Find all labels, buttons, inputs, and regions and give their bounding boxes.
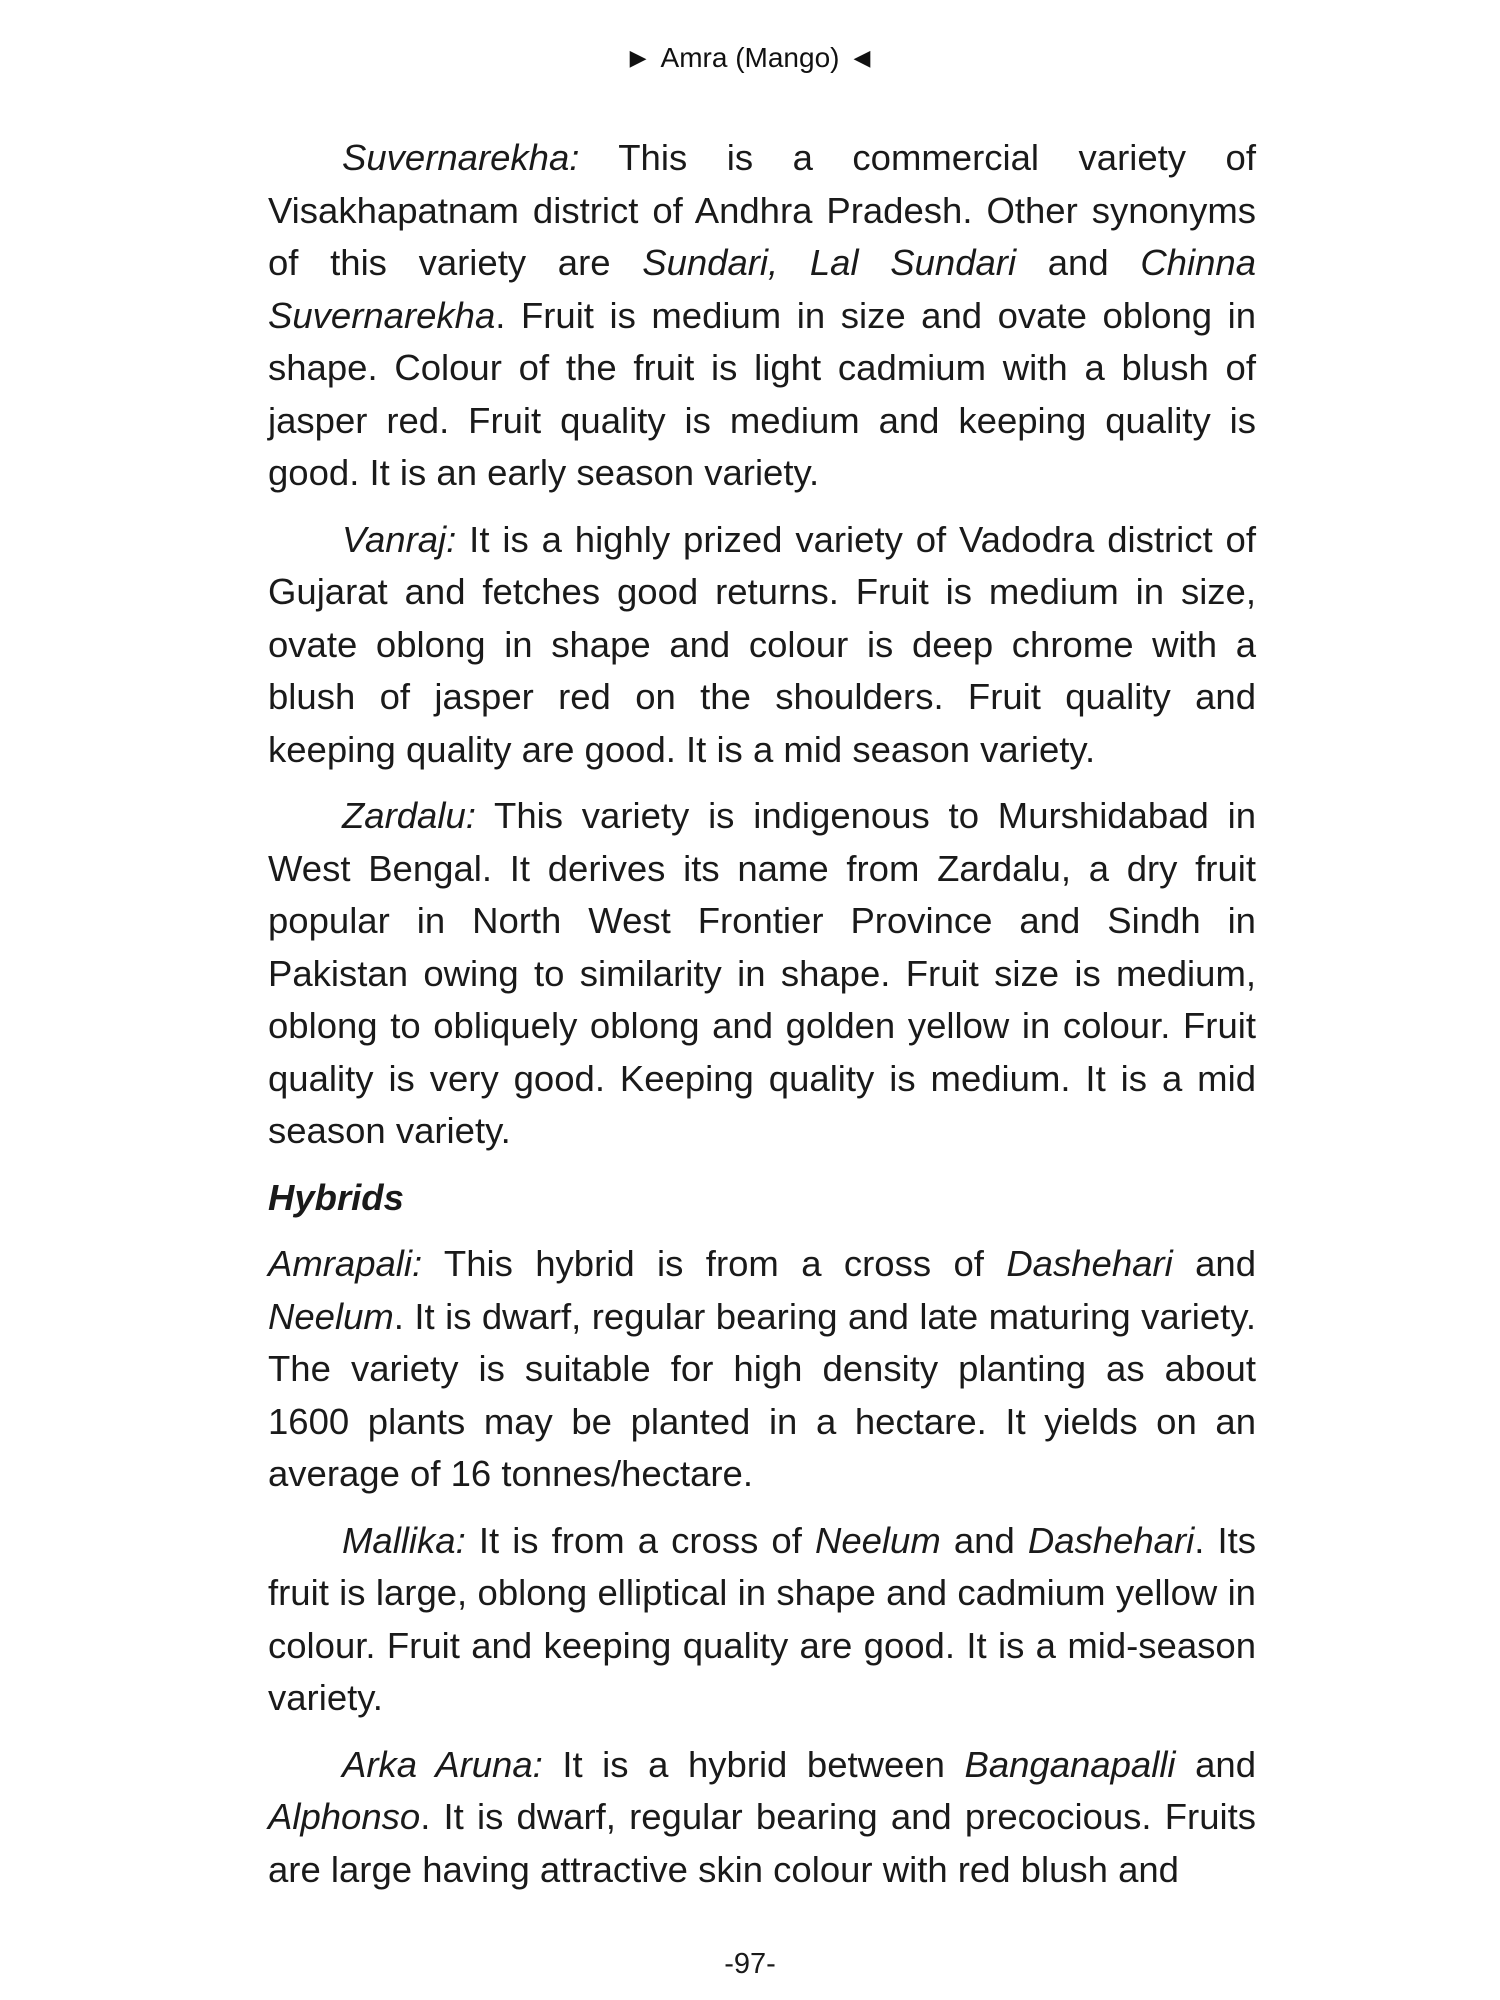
paragraph-text: and	[1172, 1243, 1256, 1284]
variety-name: Vanraj:	[342, 518, 457, 560]
running-header	[0, 40, 1500, 78]
parent-variety: Neelum	[268, 1295, 394, 1337]
header-title: Amra (Mango)	[660, 42, 840, 73]
paragraph-vanraj	[268, 514, 1256, 777]
body-text	[268, 132, 1256, 1910]
section-heading-hybrids: Hybrids	[268, 1176, 404, 1218]
parent-variety: Alphonso	[268, 1796, 421, 1837]
paragraph-text: This variety is indigenous to Murshidabad in West Bengal. It derives its name from Zardalu, a dry fruit popular in North West Frontier Province and Sindh in Pakistan owing to similarity in shape. Fruit size is medium, oblong to obliquely oblong and golden yellow in colour. Fruit quality is very good. Keeping quality is medium. It is a mid season variety.	[268, 795, 1256, 1151]
paragraph-text: This hybrid is from a cross of	[422, 1243, 1007, 1284]
variety-name: Zardalu:	[342, 795, 476, 836]
synonym: Chinna Suvernarekha	[268, 242, 1256, 336]
paragraph-suvernarekha	[268, 132, 1256, 500]
paragraph-text: . It is dwarf, regular bearing and late maturing variety. The variety is suitable for high density planting as about 1600 plants may be planted in a hectare. It yields on an average of 16 tonnes/hectare.	[268, 1295, 1256, 1494]
parent-variety: Dashehari	[1006, 1243, 1173, 1284]
synonym: Sundari, Lal Sundari	[642, 242, 1017, 283]
paragraph-mallika	[268, 1515, 1256, 1725]
paragraph-text: and	[940, 1519, 1028, 1561]
parent-variety: Neelum	[814, 1519, 941, 1561]
paragraph-arka-aruna	[268, 1739, 1256, 1897]
right-triangle-icon: ▶	[629, 44, 647, 70]
paragraph-amrapali	[268, 1238, 1256, 1501]
paragraph-text: and	[1016, 242, 1141, 283]
paragraph-text: . It is dwarf, regular bearing and precocious. Fruits are large having attractive skin colour with red blush and	[268, 1796, 1256, 1890]
hybrid-name: Arka Aruna:	[342, 1743, 543, 1785]
paragraph-text: . Fruit is medium in size and ovate oblong in shape. Colour of the fruit is light cadmium with a blush of jasper red. Fruit quality is medium and keeping quality is good. It is an early season variety.	[268, 294, 1256, 493]
parent-variety: Dashehari	[1027, 1519, 1195, 1561]
paragraph-text: It is from a cross of	[465, 1519, 815, 1561]
variety-name: Suvernarekha:	[342, 137, 580, 178]
paragraph-zardalu	[268, 790, 1256, 1158]
left-triangle-icon: ◀	[853, 44, 871, 70]
hybrid-name: Amrapali:	[268, 1243, 423, 1284]
paragraph-text: This is a commercial variety of Visakhapatnam district of Andhra Pradesh. Other synonyms of this variety are	[268, 137, 1256, 283]
paragraph-text: . Its fruit is large, oblong elliptical in shape and cadmium yellow in colour. Fruit and keeping quality are good. It is a mid-season variety.	[268, 1519, 1256, 1718]
paragraph-text: It is a hybrid between	[542, 1743, 965, 1785]
page-number: -97-	[724, 1948, 776, 1980]
hybrid-name: Mallika:	[342, 1519, 466, 1561]
paragraph-text: and	[1175, 1743, 1256, 1785]
parent-variety: Banganapalli	[964, 1743, 1176, 1785]
paragraph-text: It is a highly prized variety of Vadodra district of Gujarat and fetches good returns. Fruit is medium in size, ovate oblong in shape and colour is deep chrome with a blush of jasper red on the shoulders. Fruit quality and keeping quality are good. It is a mid season variety.	[268, 518, 1256, 770]
